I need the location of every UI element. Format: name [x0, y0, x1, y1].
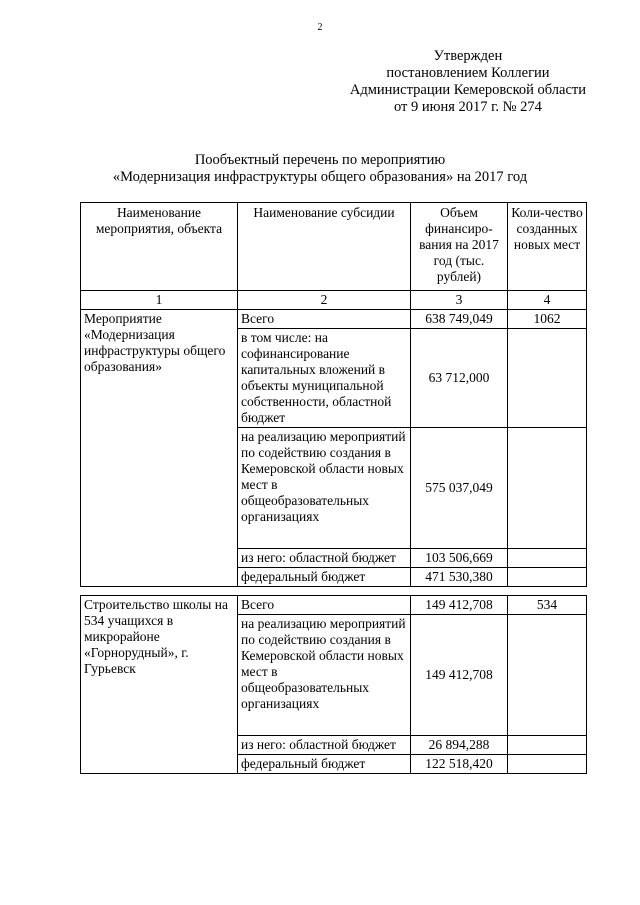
amount-cell: 63 712,000 [411, 329, 508, 428]
amount-cell: 638 749,049 [411, 310, 508, 329]
title-line-1: Пообъектный перечень по мероприятию [194, 152, 446, 168]
places-cell-empty [508, 549, 587, 568]
header-new-places: Коли-чество созданных новых мест [508, 203, 587, 291]
amount-cell: 471 530,380 [411, 568, 508, 587]
places-cell-empty [508, 428, 587, 549]
title-line-2: «Модернизация инфраструктуры общего образования» на 2017 год [112, 169, 528, 185]
column-number: 1 [81, 291, 238, 310]
page-number: 2 [317, 22, 323, 33]
event-name-cell: Мероприятие «Модернизация инфраструктуры общего образования» [81, 310, 238, 587]
places-cell-empty [508, 736, 587, 755]
amount-cell: 149 412,708 [411, 615, 508, 736]
object-name-cell: Строительство школы на 534 учащихся в микрорайоне «Горнорудный», г. Гурьевск [81, 596, 238, 774]
amount-cell: 149 412,708 [411, 596, 508, 615]
document-title [0, 152, 640, 186]
places-cell: 1062 [508, 310, 587, 329]
subsidy-cell: Всего [238, 310, 411, 329]
subsidy-cell: на реализацию мероприятий по содействию создания в Кемеровской области новых мест в общеобразовательных организациях [238, 615, 411, 736]
places-cell-empty [508, 329, 587, 428]
places-cell-empty [508, 615, 587, 736]
subsidy-cell: из него: областной бюджет [238, 736, 411, 755]
table-row [81, 310, 587, 329]
subsidy-cell: Всего [238, 596, 411, 615]
header-event-name: Наименование мероприятия, объекта [81, 203, 238, 291]
amount-cell: 103 506,669 [411, 549, 508, 568]
column-number-row [81, 291, 587, 310]
objects-table [80, 202, 587, 774]
subsidy-cell: федеральный бюджет [238, 568, 411, 587]
column-number: 2 [238, 291, 411, 310]
header-subsidy-name: Наименование субсидии [238, 203, 411, 291]
table-header-row [81, 203, 587, 291]
approval-line-4: от 9 июня 2017 г. № 274 [393, 99, 542, 115]
amount-cell: 122 518,420 [411, 755, 508, 774]
column-number: 4 [508, 291, 587, 310]
column-number: 3 [411, 291, 508, 310]
approval-line-2: постановлением Коллегии [386, 65, 550, 81]
amount-cell: 575 037,049 [411, 428, 508, 549]
amount-cell: 26 894,288 [411, 736, 508, 755]
subsidy-cell: на реализацию мероприятий по содействию создания в Кемеровской области новых мест в общеобразовательных организациях [238, 428, 411, 549]
approval-line-1: Утвержден [433, 48, 503, 64]
block-separator [81, 587, 587, 596]
subsidy-cell: из него: областной бюджет [238, 549, 411, 568]
places-cell-empty [508, 755, 587, 774]
table-row [81, 596, 587, 615]
subsidy-cell: в том числе: на софинансирование капитальных вложений в объекты муниципальной собственности, областной бюджет [238, 329, 411, 428]
places-cell-empty [508, 568, 587, 587]
header-funding-volume: Объем финансиро-вания на 2017 год (тыс. рублей) [411, 203, 508, 291]
approval-stamp [350, 48, 586, 116]
approval-line-3: Администрации Кемеровской области [349, 82, 586, 98]
places-cell: 534 [508, 596, 587, 615]
subsidy-cell: федеральный бюджет [238, 755, 411, 774]
